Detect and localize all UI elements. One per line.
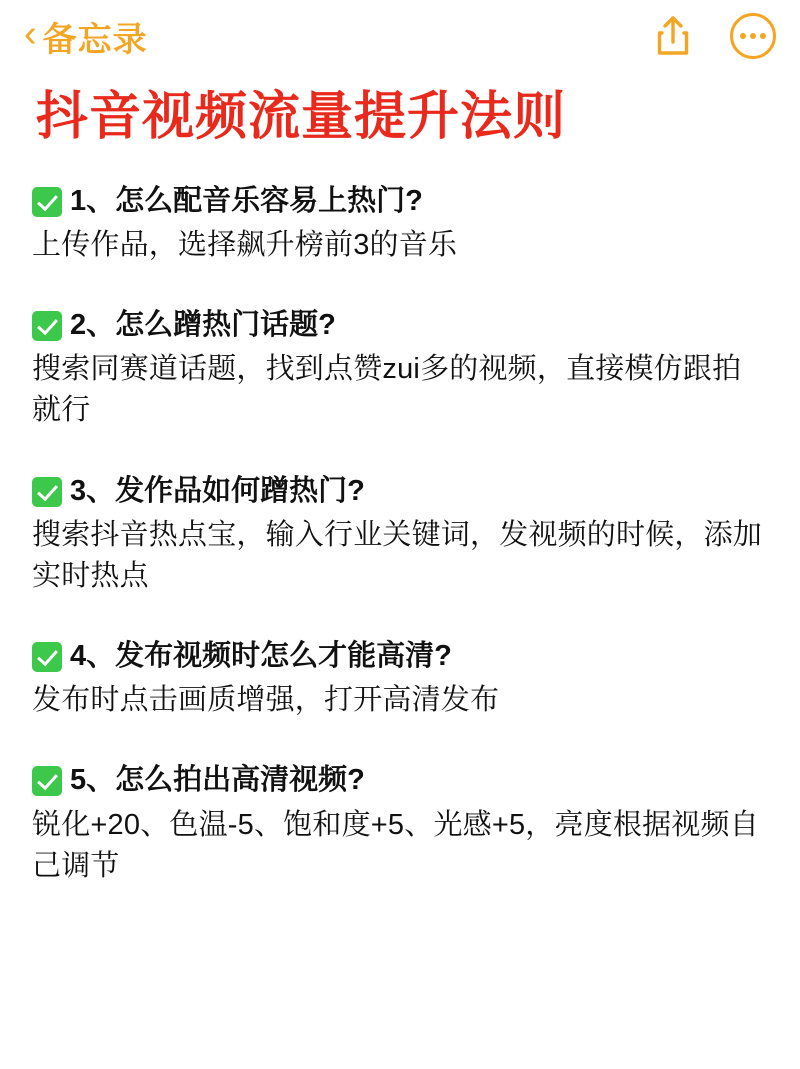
top-navigation-bar (0, 0, 800, 72)
item-body-text: 上传作品，选择飙升榜前3的音乐 (32, 228, 458, 261)
chevron-left-icon: ‹ (24, 13, 37, 55)
list-item (32, 637, 768, 721)
item-body-text: 发布时点击画质增强，打开高清发布 (32, 684, 500, 717)
check-icon (32, 311, 62, 341)
check-icon (32, 642, 62, 672)
item-heading (32, 306, 768, 345)
list-item (32, 761, 768, 886)
page-title: 抖音视频流量提升法则 (36, 88, 567, 146)
bottom-spacer (32, 927, 768, 937)
item-heading-text: 3、发作品如何蹭热门? (70, 474, 365, 507)
list-item (32, 306, 768, 431)
item-body-text: 锐化+20、色温-5、饱和度+5、光感+5，亮度根据视频自己调节 (32, 808, 759, 882)
more-options-button[interactable] (730, 13, 776, 59)
item-body-text: 搜索抖音热点宝，输入行业关键词，发视频的时候，添加实时热点 (32, 518, 763, 592)
back-button-label: 备忘录 (42, 20, 148, 59)
check-icon (32, 477, 62, 507)
item-heading (32, 182, 768, 221)
item-heading-text: 1、怎么配音乐容易上热门? (70, 184, 423, 217)
share-icon[interactable] (650, 13, 696, 59)
check-icon (32, 766, 62, 796)
item-heading (32, 637, 768, 676)
item-heading (32, 761, 768, 800)
item-body-text: 搜索同赛道话题，找到点赞zui多的视频，直接模仿跟拍就行 (32, 353, 742, 427)
check-icon (32, 187, 62, 217)
back-button[interactable] (24, 12, 148, 61)
nav-actions (650, 13, 776, 59)
list-item (32, 472, 768, 597)
note-content (0, 72, 800, 937)
list-item (32, 182, 768, 266)
more-ellipsis-icon (730, 13, 776, 59)
item-heading-text: 5、怎么拍出高清视频? (70, 764, 365, 797)
item-heading-text: 2、怎么蹭热门话题? (70, 309, 336, 342)
item-heading-text: 4、发布视频时怎么才能高清? (70, 640, 452, 673)
item-heading (32, 472, 768, 511)
